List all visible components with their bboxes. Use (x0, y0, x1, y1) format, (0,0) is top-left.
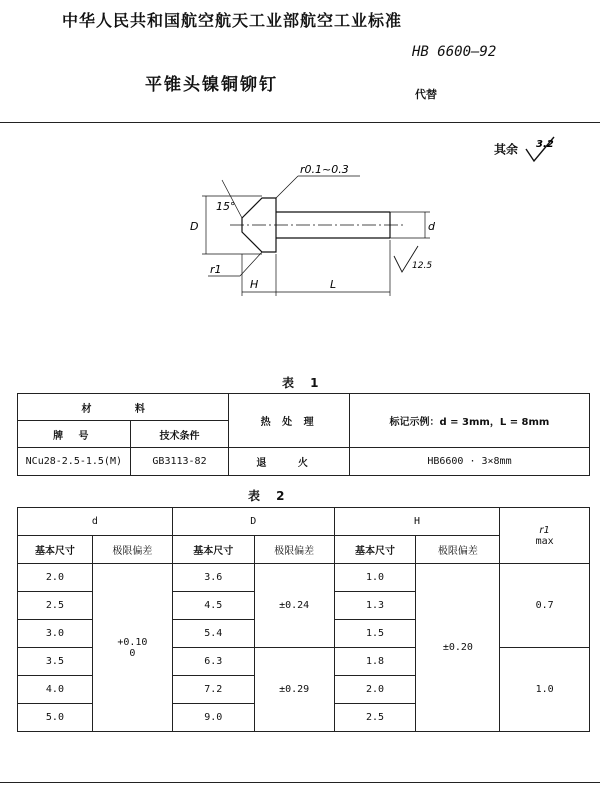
header-d: d (18, 508, 173, 536)
material-table (17, 393, 590, 476)
heat-header: 热 处 理 (229, 394, 350, 448)
d-tol-lower: 0 (129, 647, 136, 659)
header-r1 (500, 508, 590, 564)
grade-header: 牌 号 (18, 421, 131, 448)
header-rule (0, 122, 600, 123)
d-value: 5.0 (18, 704, 93, 732)
d-value: 4.0 (18, 676, 93, 704)
grade-value: NCu28-2.5-1.5(M) (18, 448, 131, 476)
example-value: HB6600 · 3×8mm (349, 448, 589, 476)
H-tol-header: 极限偏差 (416, 536, 500, 564)
D-tolerance-2: ±0.29 (254, 648, 334, 732)
table1-caption: 表 1 (282, 376, 325, 390)
dim-d-label: d (428, 220, 435, 233)
d-basic-header: 基本尺寸 (18, 536, 93, 564)
roughness-check-icon (522, 135, 558, 165)
d-value: 2.0 (18, 564, 93, 592)
H-value: 1.0 (334, 564, 416, 592)
roughness-note (494, 135, 558, 165)
d-value: 3.5 (18, 648, 93, 676)
table2-caption: 表 2 (248, 489, 291, 503)
rivet-drawing (180, 160, 450, 310)
H-value: 1.8 (334, 648, 416, 676)
D-value: 6.3 (172, 648, 254, 676)
header-H: H (334, 508, 500, 536)
roughness-label: 其余 (494, 142, 519, 157)
r1-value-2: 1.0 (500, 648, 590, 732)
header-r1-label: r1 (539, 524, 550, 536)
d-tol-header: 极限偏差 (92, 536, 172, 564)
H-basic-header: 基本尺寸 (334, 536, 416, 564)
dim-L-label: L (330, 278, 337, 291)
dim-D-label: D (190, 220, 199, 233)
D-value: 3.6 (172, 564, 254, 592)
spec-value: GB3113-82 (130, 448, 229, 476)
standard-code: HB 6600—92 (412, 44, 497, 60)
radius-label: r0.1~0.3 (300, 163, 349, 176)
footer-rule (0, 782, 600, 783)
H-value: 2.0 (334, 676, 416, 704)
d-tol-upper: +0.10 (117, 636, 148, 648)
example-header: 标记示例：d = 3mm，L = 8mm (349, 394, 589, 448)
roughness-value: 3.2 (536, 139, 554, 150)
d-value: 2.5 (18, 592, 93, 620)
r1-label: r1 (210, 263, 222, 276)
replace-label: 代替 (415, 88, 437, 101)
header-r1-max: max (535, 535, 554, 547)
d-value: 3.0 (18, 620, 93, 648)
H-value: 2.5 (334, 704, 416, 732)
standard-name: 中华人民共和国航空航天工业部航空工业标准 (62, 11, 403, 30)
surface-value: 12.5 (412, 261, 433, 271)
D-value: 7.2 (172, 676, 254, 704)
H-value: 1.5 (334, 620, 416, 648)
header-D: D (172, 508, 334, 536)
H-tolerance: ±0.20 (416, 564, 500, 732)
D-value: 5.4 (172, 620, 254, 648)
dimension-table (17, 507, 590, 732)
heat-value: 退 火 (229, 448, 350, 476)
D-basic-header: 基本尺寸 (172, 536, 254, 564)
spec-header: 技术条件 (130, 421, 229, 448)
D-tolerance-1: ±0.24 (254, 564, 334, 648)
H-value: 1.3 (334, 592, 416, 620)
page-title: 平锥头镍铜铆钉 (145, 75, 278, 95)
r1-value-1: 0.7 (500, 564, 590, 648)
D-value: 4.5 (172, 592, 254, 620)
D-value: 9.0 (172, 704, 254, 732)
dim-H-label: H (250, 278, 259, 291)
material-header: 材 料 (18, 394, 229, 421)
angle-label: 15° (216, 200, 236, 213)
D-tol-header: 极限偏差 (254, 536, 334, 564)
d-tolerance (92, 564, 172, 732)
